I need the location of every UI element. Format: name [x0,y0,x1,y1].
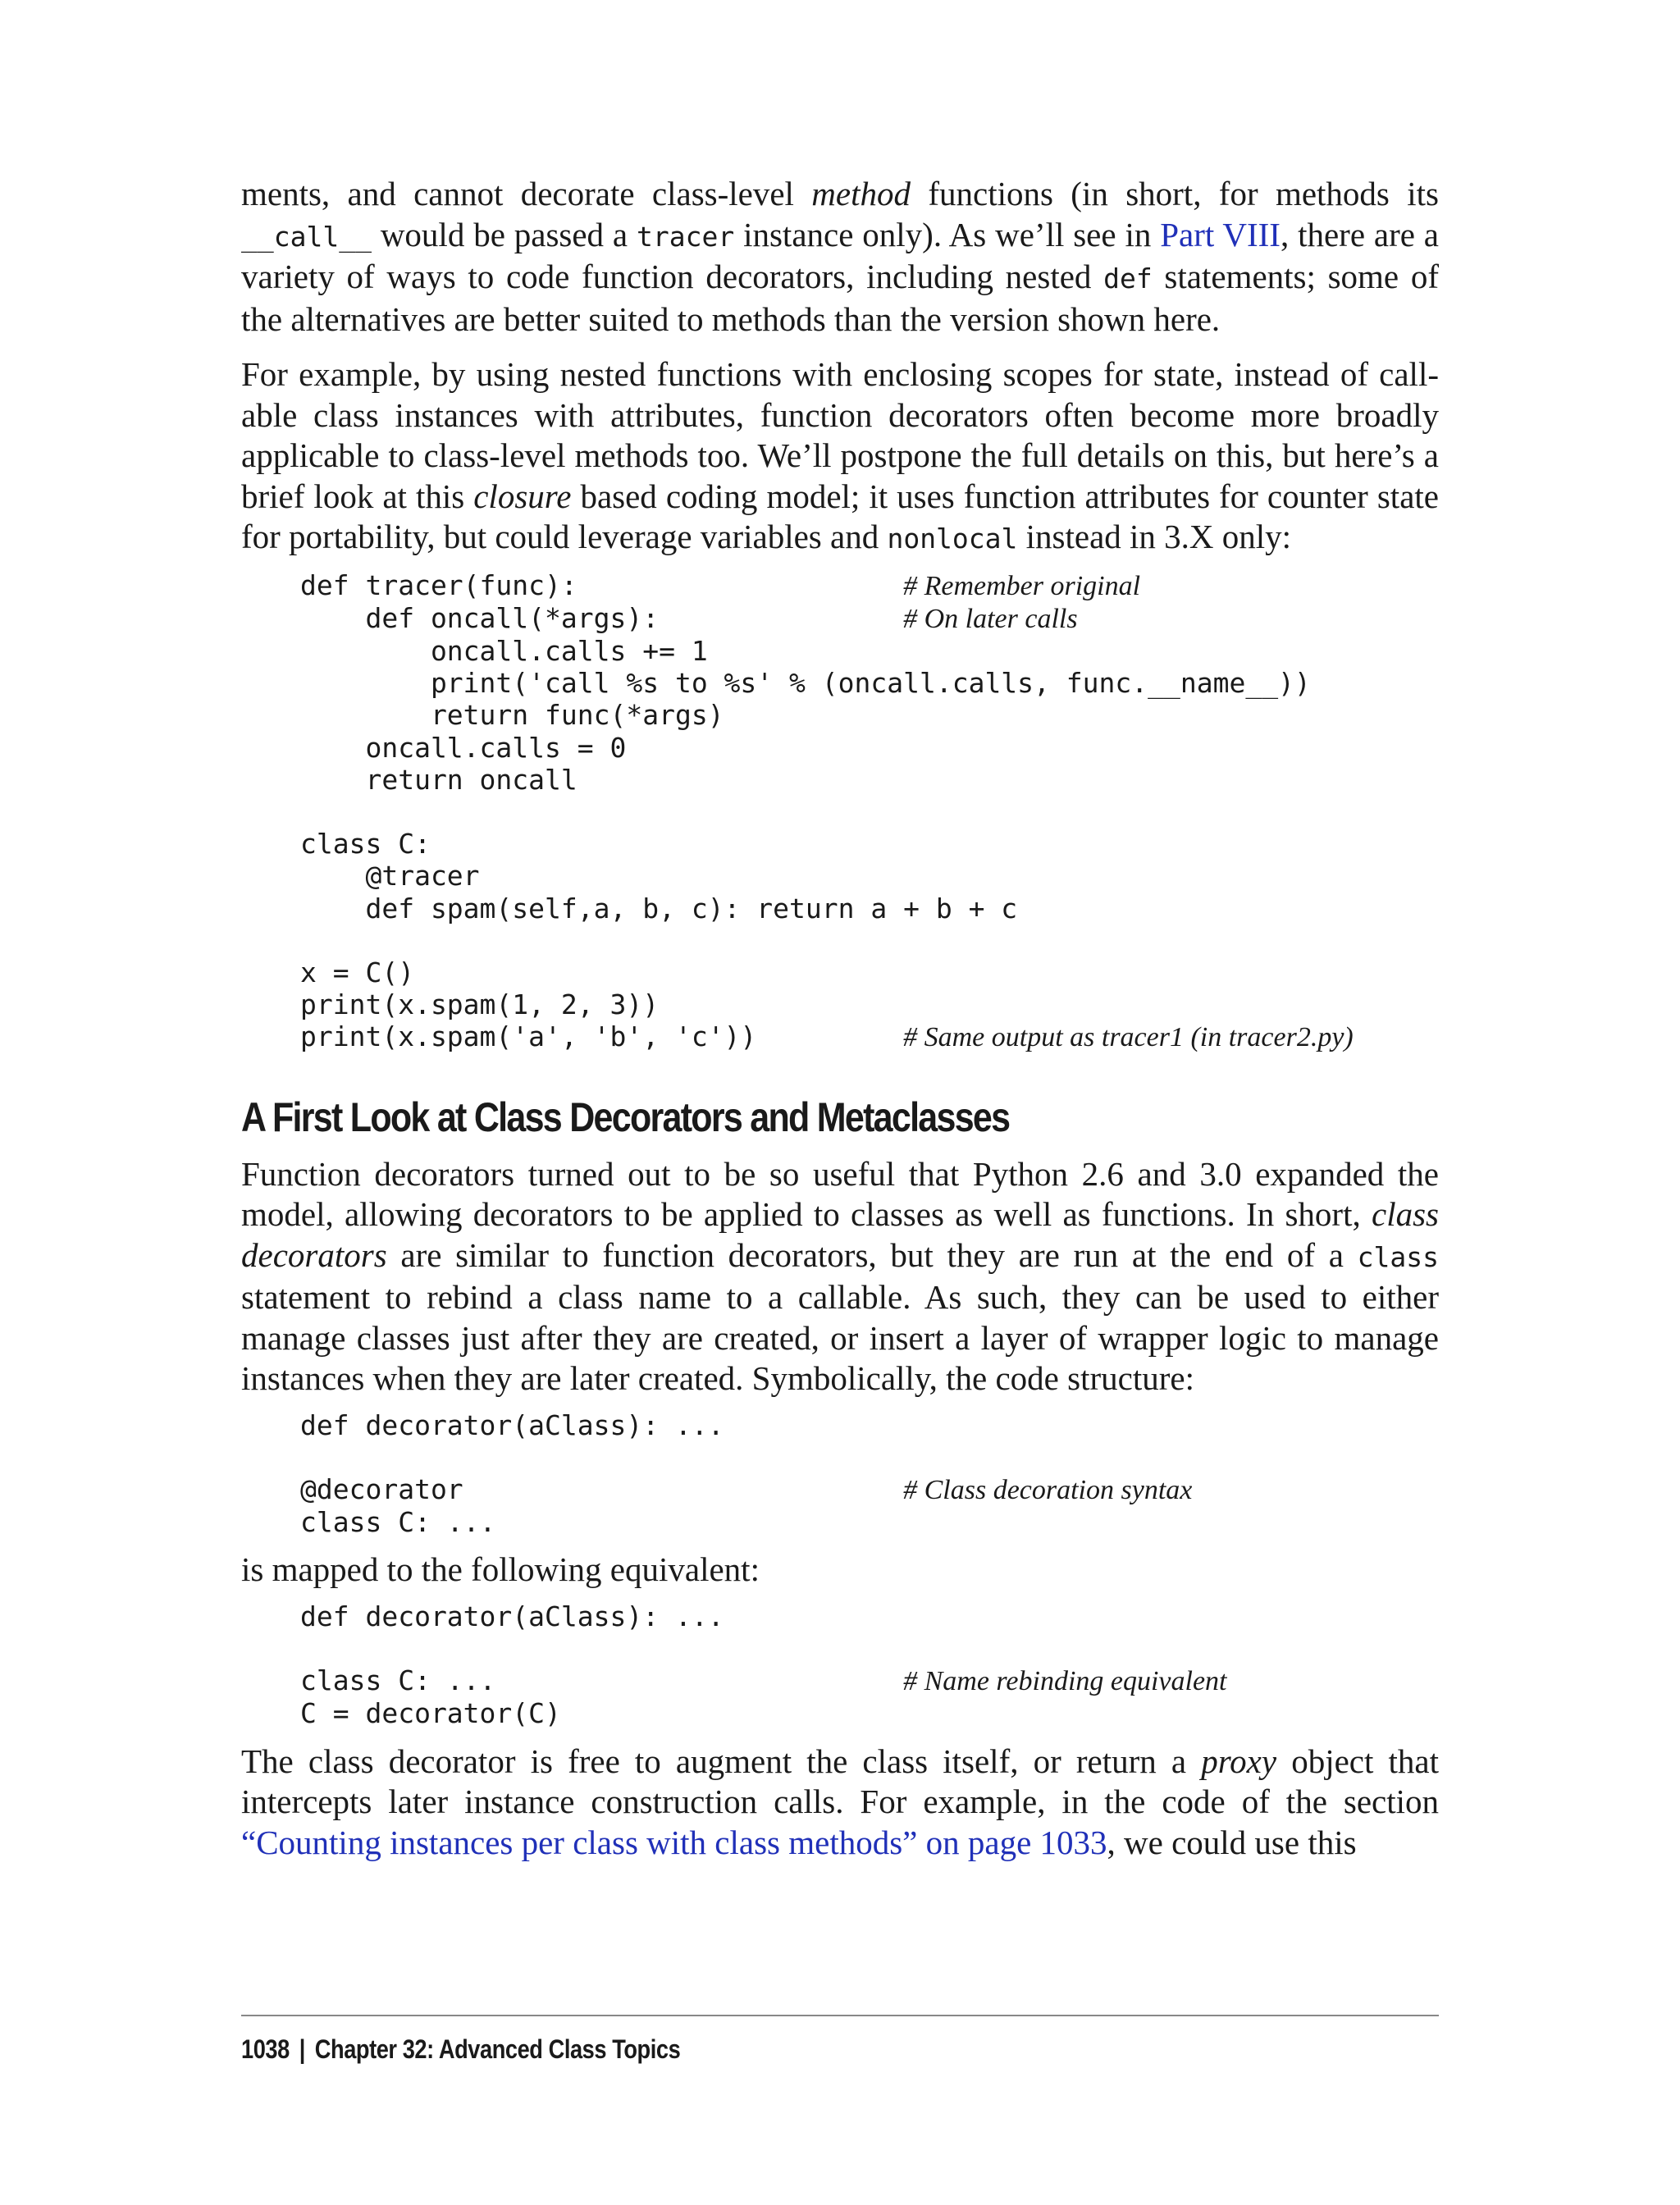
code-block-rebinding [241,1600,1439,1730]
code-text [300,1441,317,1473]
text: would be passed a [371,215,637,253]
code-text: print(x.spam(1, 2, 3)) [300,988,660,1021]
paragraph-5 [241,1742,1439,1864]
code-text: oncall.calls += 1 [300,634,708,667]
page-body [241,174,1439,1863]
text: based coding model; it uses function attributes for counter state for portability, but could leverage variables and [241,477,1439,555]
code-text: def spam(self,a, b, c): return a + b + c [300,892,1018,924]
paragraph-3 [241,1154,1439,1399]
code-line [241,1441,1439,1473]
code-line [241,1020,1439,1053]
code-text: return oncall [300,763,578,796]
code-text: print('call %s to %s' % (oncall.calls, func.__name__)) [300,667,1311,700]
code-line [241,635,1439,667]
text: The class decorator is free to augment the class itself, or return a [241,1742,1202,1780]
text: statements; some of the alternatives are better suited to methods than the version shown here. [241,258,1439,338]
text: , we could use this [1107,1823,1357,1861]
code-text: def decorator(aClass): ... [300,1408,724,1441]
emphasis-method: method [811,175,911,212]
paragraph-1 [241,174,1439,340]
inline-code-def: def [1103,262,1153,294]
code-text: @decorator [300,1472,904,1505]
inline-code-call: __call__ [241,220,372,253]
code-comment: # Remember original [903,570,1141,601]
code-text: def oncall(*args): [300,601,904,634]
code-text: def decorator(aClass): ... [300,1600,724,1632]
code-line [241,796,1439,828]
code-comment: # Class decoration syntax [903,1474,1193,1505]
code-comment: # Same output as tracer1 (in tracer2.py) [903,1022,1354,1053]
paragraph-4: is mapped to the following equivalent: [241,1550,760,1589]
emphasis-closure: closure [473,477,572,515]
code-line [241,667,1439,699]
page-footer [241,2015,1439,2065]
code-text [300,924,317,956]
code-text: C = decorator(C) [300,1697,561,1730]
text: For example, by using nested functions with enclosing scopes for state, instead of callable class instances with attributes, function decorators often become more broadly applicable to class-level methods too. We’ll postpone the full details on this, but here’s a brief look at this [241,355,1439,515]
code-line [241,1473,1439,1506]
code-line [241,1409,1439,1441]
code-line [241,1632,1439,1664]
code-text: class C: ... [300,1664,904,1697]
code-line [241,988,1439,1020]
footer-text [241,2034,1259,2065]
text: Function decorators turned out to be so useful that Python 2.6 and 3.0 expanded the model, allowing decorators to be applied to classes as well as functions. In short, [241,1154,1439,1234]
link-counting-instances[interactable]: “Counting instances per class with class methods” on page 1033 [241,1823,1107,1861]
link-part-viii[interactable]: Part VIII [1160,215,1281,253]
footer-separator: | [299,2034,305,2064]
text: instance only). As we’ll see in [734,215,1161,253]
code-line [241,732,1439,764]
inline-code-tracer: tracer [637,220,735,253]
code-text [300,796,317,828]
code-line [241,860,1439,892]
text: ments, and cannot decorate class-level [241,175,812,212]
inline-code-class: class [1357,1240,1439,1273]
code-line [241,1697,1439,1729]
code-comment: # Name rebinding equivalent [903,1666,1227,1697]
section-heading: A First Look at Class Decorators and Metaclasses [241,1093,1010,1140]
text: instead in 3.X only: [1017,518,1292,555]
code-line [241,924,1439,956]
text: object that intercepts later instance construction calls. For example, in the code of the section [241,1742,1439,1821]
code-text: class C: ... [300,1506,496,1539]
code-line [241,764,1439,796]
code-line [241,828,1439,860]
text: are similar to function decorators, but they are run at the end of a [386,1235,1358,1274]
code-text [300,1632,317,1664]
emphasis-proxy: proxy [1201,1742,1277,1780]
text: functions (in short, for methods its [911,175,1439,212]
code-block-decorator-syntax [241,1409,1439,1539]
code-line [241,569,1439,602]
code-block-tracer [241,569,1439,1054]
text: statement to rebind a class name to a callable. As such, they can be used to either manage classes just after they are created, or insert a layer of wrapper logic to manage instances when they are later created. Symbolically, the code structure: [241,1278,1439,1398]
code-text: print(x.spam('a', 'b', 'c')) [300,1020,904,1053]
code-line [241,1600,1439,1632]
emphasis-class-decorators: class decorators [241,1195,1439,1274]
code-line [241,956,1439,988]
paragraph-2 [241,354,1439,559]
code-text: def tracer(func): [300,568,904,601]
code-text: x = C() [300,956,415,988]
page-number: 1038 [241,2034,290,2064]
code-line [241,699,1439,731]
code-text: return func(*args) [300,699,724,732]
code-text: class C: [300,828,431,861]
code-text: @tracer [300,860,480,892]
code-line [241,1664,1439,1697]
code-line [241,602,1439,635]
inline-code-nonlocal: nonlocal [887,523,1018,555]
chapter-title: Chapter 32: Advanced Class Topics [314,2034,681,2064]
footer-rule [241,2015,1439,2016]
code-text: oncall.calls = 0 [300,731,627,764]
code-line [241,1506,1439,1538]
text: , there are a variety of ways to code function decorators, including nested [241,215,1440,295]
code-line [241,892,1439,924]
code-comment: # On later calls [903,603,1078,634]
